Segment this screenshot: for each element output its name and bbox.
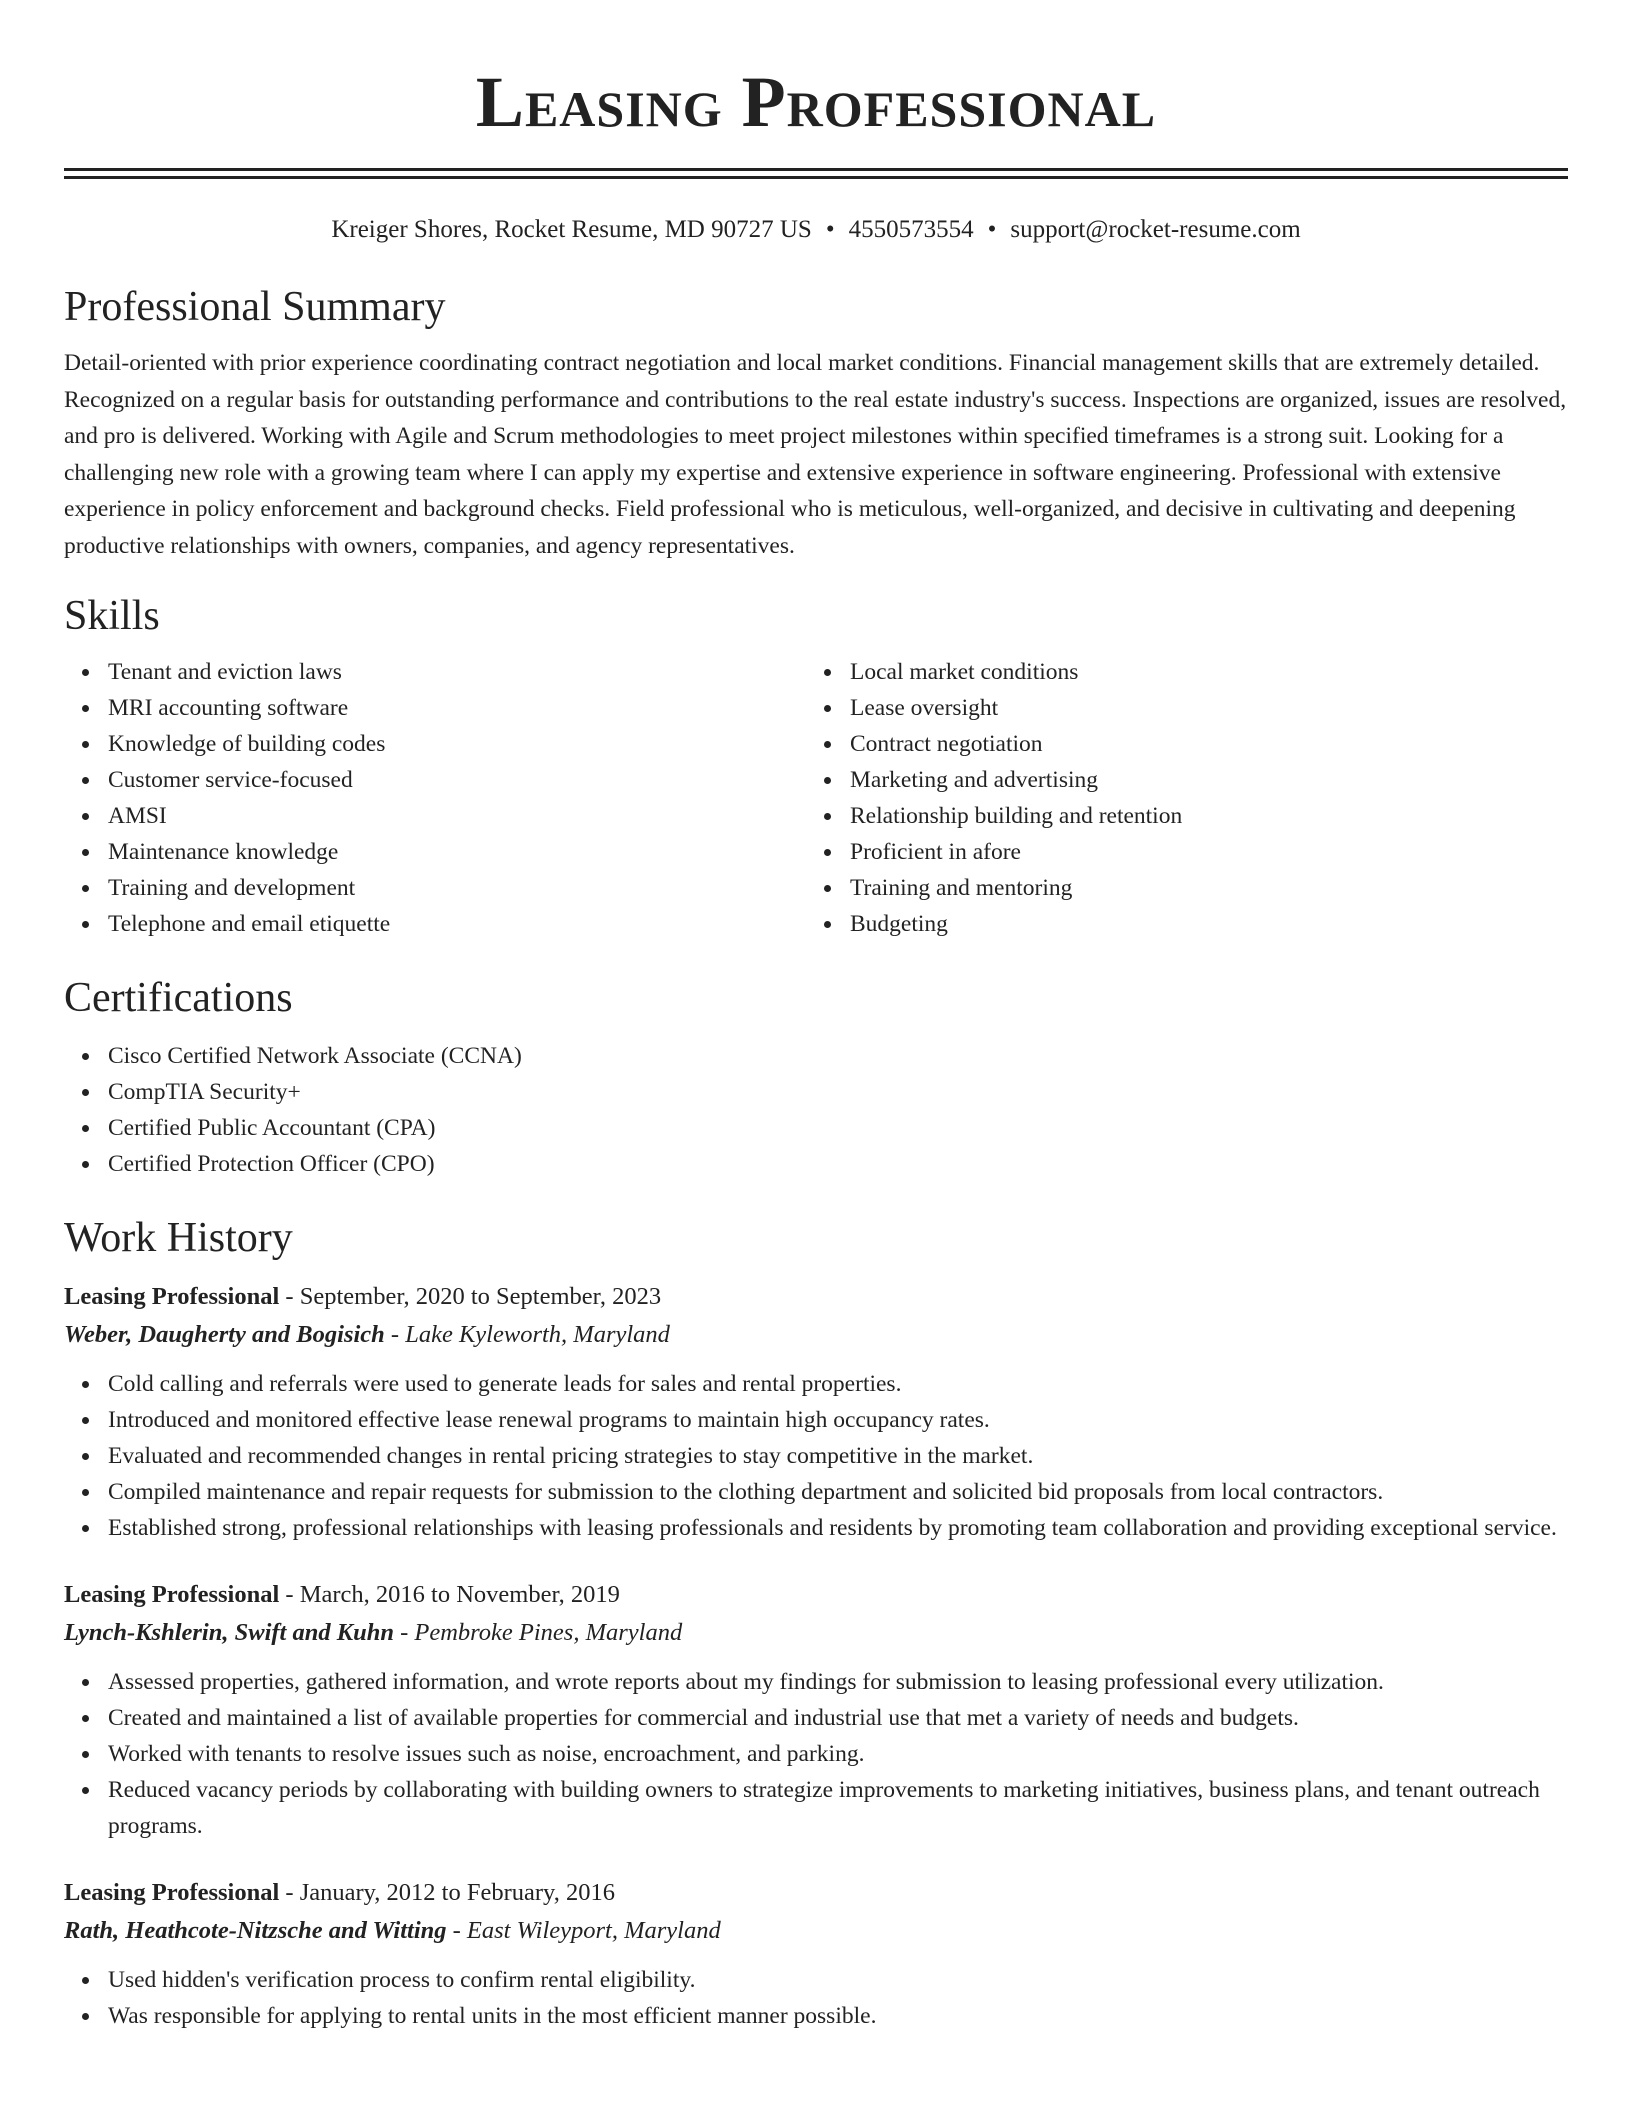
job-entry bbox=[64, 1874, 1568, 2034]
skills-list-left bbox=[64, 654, 806, 942]
job-bullets bbox=[64, 1664, 1568, 1844]
job-title-line bbox=[64, 1874, 1568, 1912]
job-company-line bbox=[64, 1316, 1568, 1354]
resume-page bbox=[64, 0, 1568, 2034]
job-bullet: Evaluated and recommended changes in rental pricing strategies to stay competitive in the market. bbox=[108, 1438, 1568, 1474]
job-bullet: Introduced and monitored effective lease renewal programs to maintain high occupancy rates. bbox=[108, 1402, 1568, 1438]
skill-item: Proficient in afore bbox=[850, 834, 1548, 870]
section-title-work-history: Work History bbox=[64, 1215, 293, 1261]
skill-item: Maintenance knowledge bbox=[108, 834, 806, 870]
skill-item: Tenant and eviction laws bbox=[108, 654, 806, 690]
skill-item: Local market conditions bbox=[850, 654, 1548, 690]
skill-item: Relationship building and retention bbox=[850, 798, 1548, 834]
certification-item: Cisco Certified Network Associate (CCNA) bbox=[108, 1038, 1568, 1074]
summary-text: Detail-oriented with prior experience coordinating contract negotiation and local market conditions. Financial management skills that are extremely detailed. Recognized on a regular basis for outstanding performance and contributions to the real estate industry's success. Inspections are organized, issues are resolved, and pro is delivered. Working with Agile and Scrum methodologies to meet project milestones within specified timeframes is a strong suit. Looking for a challenging new role with a growing team where I can apply my expertise and extensive experience in software engineering. Professional with extensive experience in policy enforcement and background checks. Field professional who is meticulous, well-organized, and decisive in cultivating and deepening productive relationships with owners, companies, and agency representatives. bbox=[64, 350, 1567, 559]
contact-phone: 4550573554 bbox=[848, 216, 974, 243]
skill-item: Marketing and advertising bbox=[850, 762, 1548, 798]
job-location: - Pembroke Pines, Maryland bbox=[393, 1619, 683, 1646]
contact-line bbox=[64, 213, 1568, 247]
job-title-line bbox=[64, 1576, 1568, 1614]
skill-item: Contract negotiation bbox=[850, 726, 1548, 762]
skill-item: Telephone and email etiquette bbox=[108, 906, 806, 942]
job-bullets bbox=[64, 1962, 1568, 2034]
job-bullet: Was responsible for applying to rental units in the most efficient manner possible. bbox=[108, 1998, 1568, 2034]
skill-item: Budgeting bbox=[850, 906, 1548, 942]
skill-item: Lease oversight bbox=[850, 690, 1548, 726]
section-title-summary: Professional Summary bbox=[64, 284, 446, 330]
job-company-line bbox=[64, 1614, 1568, 1652]
job-company: Lynch-Kshlerin, Swift and Kuhn bbox=[64, 1619, 394, 1646]
section-title-skills: Skills bbox=[64, 593, 160, 639]
job-bullet: Assessed properties, gathered information, and wrote reports about my findings for submission to leasing professional every utilization. bbox=[108, 1664, 1568, 1700]
job-dates: - September, 2020 to September, 2023 bbox=[279, 1283, 662, 1310]
job-bullet: Used hidden's verification process to confirm rental eligibility. bbox=[108, 1962, 1568, 1998]
contact-address: Kreiger Shores, Rocket Resume, MD 90727 US bbox=[331, 216, 812, 243]
job-role: Leasing Professional bbox=[64, 1283, 280, 1310]
job-title-line bbox=[64, 1278, 1568, 1316]
job-bullets bbox=[64, 1366, 1568, 1546]
contact-separator: • bbox=[825, 216, 835, 243]
skill-item: AMSI bbox=[108, 798, 806, 834]
job-entry bbox=[64, 1278, 1568, 1546]
contact-email: support@rocket-resume.com bbox=[1010, 216, 1301, 243]
job-location: - East Wileyport, Maryland bbox=[446, 1917, 721, 1944]
job-bullet: Created and maintained a list of available properties for commercial and industrial use that met a variety of needs and budgets. bbox=[108, 1700, 1568, 1736]
section-title-certifications: Certifications bbox=[64, 975, 293, 1021]
skill-item: Customer service-focused bbox=[108, 762, 806, 798]
job-entry bbox=[64, 1576, 1568, 1844]
job-bullet: Established strong, professional relationships with leasing professionals and residents by promoting team collaboration and providing exceptional service. bbox=[108, 1510, 1568, 1546]
skills-column-left bbox=[64, 654, 806, 942]
job-dates: - March, 2016 to November, 2019 bbox=[279, 1581, 620, 1608]
job-bullet: Worked with tenants to resolve issues such as noise, encroachment, and parking. bbox=[108, 1736, 1568, 1772]
skills-list-right bbox=[806, 654, 1548, 942]
job-company: Rath, Heathcote-Nitzsche and Witting bbox=[64, 1917, 447, 1944]
skill-item: MRI accounting software bbox=[108, 690, 806, 726]
job-role: Leasing Professional bbox=[64, 1581, 280, 1608]
certification-item: Certified Protection Officer (CPO) bbox=[108, 1146, 1568, 1182]
job-dates: - January, 2012 to February, 2016 bbox=[279, 1879, 615, 1906]
skill-item: Knowledge of building codes bbox=[108, 726, 806, 762]
skill-item: Training and development bbox=[108, 870, 806, 906]
skills-grid bbox=[64, 654, 1568, 942]
certifications-list bbox=[64, 1038, 1568, 1182]
resume-name: Leasing Professional bbox=[475, 62, 1157, 142]
job-company: Weber, Daugherty and Bogisich bbox=[64, 1321, 385, 1348]
header-double-rule bbox=[64, 168, 1568, 179]
job-role: Leasing Professional bbox=[64, 1879, 280, 1906]
job-location: - Lake Kyleworth, Maryland bbox=[384, 1321, 670, 1348]
job-company-line bbox=[64, 1912, 1568, 1950]
contact-separator: • bbox=[987, 216, 997, 243]
skill-item: Training and mentoring bbox=[850, 870, 1548, 906]
skills-column-right bbox=[806, 654, 1548, 942]
certification-item: Certified Public Accountant (CPA) bbox=[108, 1110, 1568, 1146]
job-bullet: Cold calling and referrals were used to generate leads for sales and rental properties. bbox=[108, 1366, 1568, 1402]
job-bullet: Reduced vacancy periods by collaborating with building owners to strategize improvements to marketing initiatives, business plans, and tenant outreach programs. bbox=[108, 1772, 1568, 1844]
certification-item: CompTIA Security+ bbox=[108, 1074, 1568, 1110]
job-bullet: Compiled maintenance and repair requests for submission to the clothing department and solicited bid proposals from local contractors. bbox=[108, 1474, 1568, 1510]
